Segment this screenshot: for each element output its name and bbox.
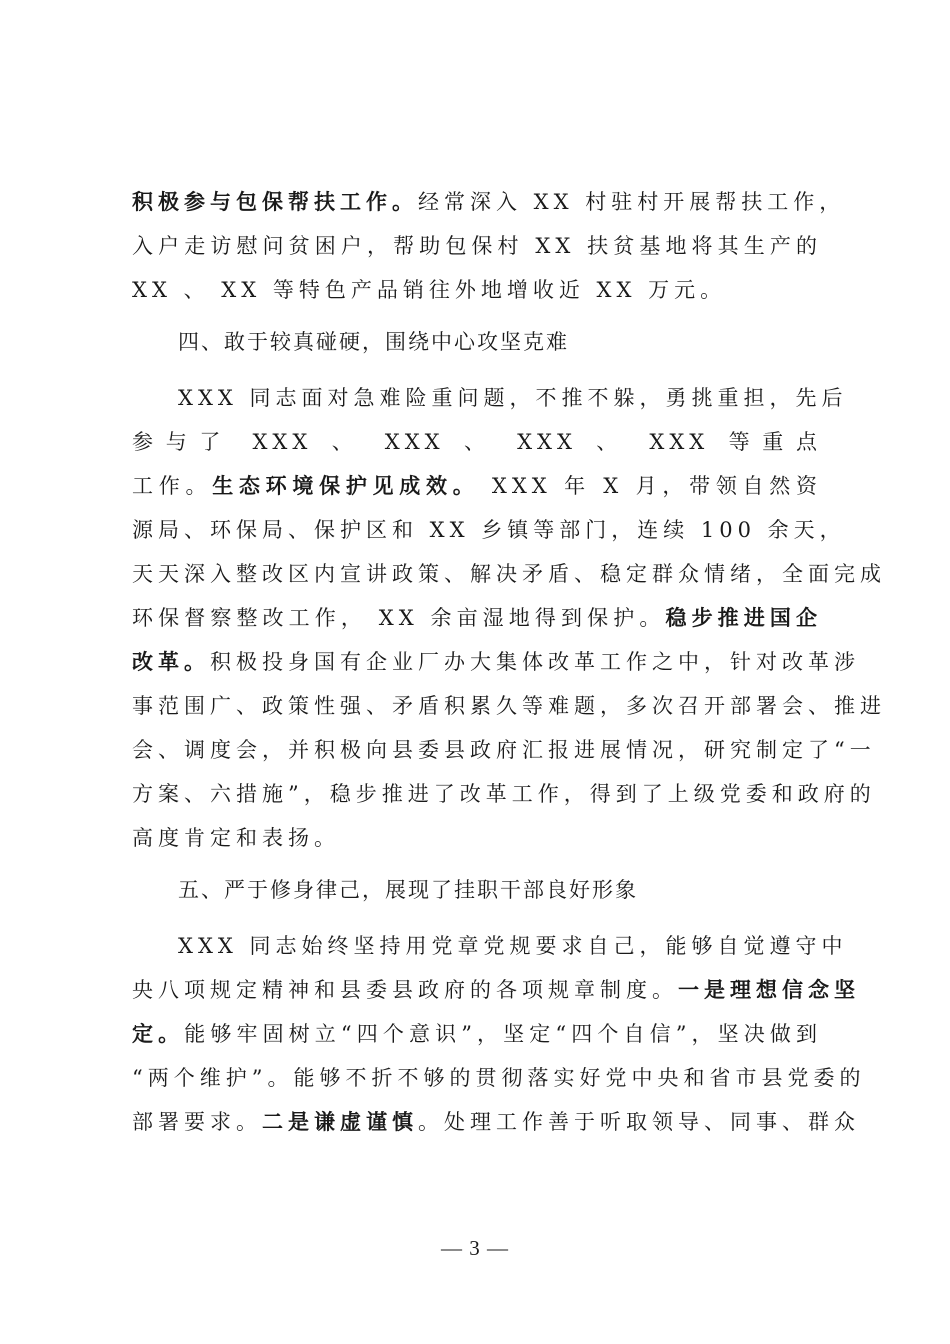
text-span: 央八项规定精神和县委县政府的各项规章制度。	[132, 978, 678, 1002]
text-span: 积极投身国有企业厂办大集体改革工作之中，针对改革涉	[210, 650, 860, 674]
text-span: 部署要求。	[132, 1110, 262, 1134]
bold-phrase: 稳步推进国企	[665, 605, 823, 630]
text-line	[132, 464, 822, 508]
text-span: 环保督察整改工作， XX 余亩湿地得到保护。	[132, 606, 666, 630]
text-line: 源局、环保局、保护区和 XX 乡镇等部门，连续 100 余天，	[132, 518, 846, 542]
text-line: XX 、 XX 等特色产品销往外地增收近 XX 万元。	[132, 278, 727, 302]
text-span: 经常深入 XX 村驻村开展帮扶工作，	[418, 190, 846, 214]
text-span: XXX 年 X 月，带领自然资	[479, 474, 822, 498]
bold-phrase: 一是理想信念坚	[678, 977, 860, 1002]
text-line: 入户走访慰问贫困户，帮助包保村 XX 扶贫基地将其生产的	[132, 234, 822, 258]
bold-phrase: 定。	[132, 1021, 185, 1046]
text-line: 会、调度会，并积极向县委县政府汇报进展情况，研究制定了“一	[132, 738, 876, 762]
text-span: 能够牢固树立“四个意识”，坚定“四个自信”，坚决做到	[184, 1022, 822, 1046]
text-line: 高度肯定和表扬。	[132, 826, 340, 850]
bold-phrase: 二是谦虚谨慎	[262, 1109, 418, 1134]
text-line: 参与了 XXX 、 XXX 、 XXX 、 XXX 等重点	[132, 430, 822, 454]
page-number: — 3 —	[441, 1236, 509, 1260]
bold-phrase: 生态环境保护见成效。	[212, 473, 480, 498]
text-line: “两个维护”。能够不折不够的贯彻落实好党中央和省市县党委的	[132, 1066, 866, 1090]
text-line	[132, 596, 822, 640]
text-line: 天天深入整改区内宣讲政策、解决矛盾、稳定群众情绪，全面完成	[132, 562, 886, 586]
bold-phrase: 改革。	[132, 649, 210, 674]
text-line	[132, 1012, 822, 1056]
section-heading-4: 四、敢于较真碰硬，围绕中心攻坚克难	[178, 330, 569, 354]
text-line	[132, 180, 846, 224]
text-line: 方案、六措施”，稳步推进了改革工作，得到了上级党委和政府的	[132, 782, 876, 806]
text-line	[132, 1100, 860, 1144]
section-heading-5: 五、严于修身律己，展现了挂职干部良好形象	[178, 878, 638, 902]
text-span: 工作。	[132, 474, 213, 498]
text-line	[132, 968, 860, 1012]
text-line: XXX 同志面对急难险重问题，不推不躲，勇挑重担，先后	[178, 386, 848, 410]
text-span: 。处理工作善于听取领导、同事、群众	[418, 1110, 860, 1134]
text-line: XXX 同志始终坚持用党章党规要求自己，能够自觉遵守中	[178, 934, 848, 958]
text-line	[132, 640, 860, 684]
text-line: 事范围广、政策性强、矛盾积累久等难题，多次召开部署会、推进	[132, 694, 886, 718]
bold-phrase: 积极参与包保帮扶工作。	[132, 189, 418, 214]
